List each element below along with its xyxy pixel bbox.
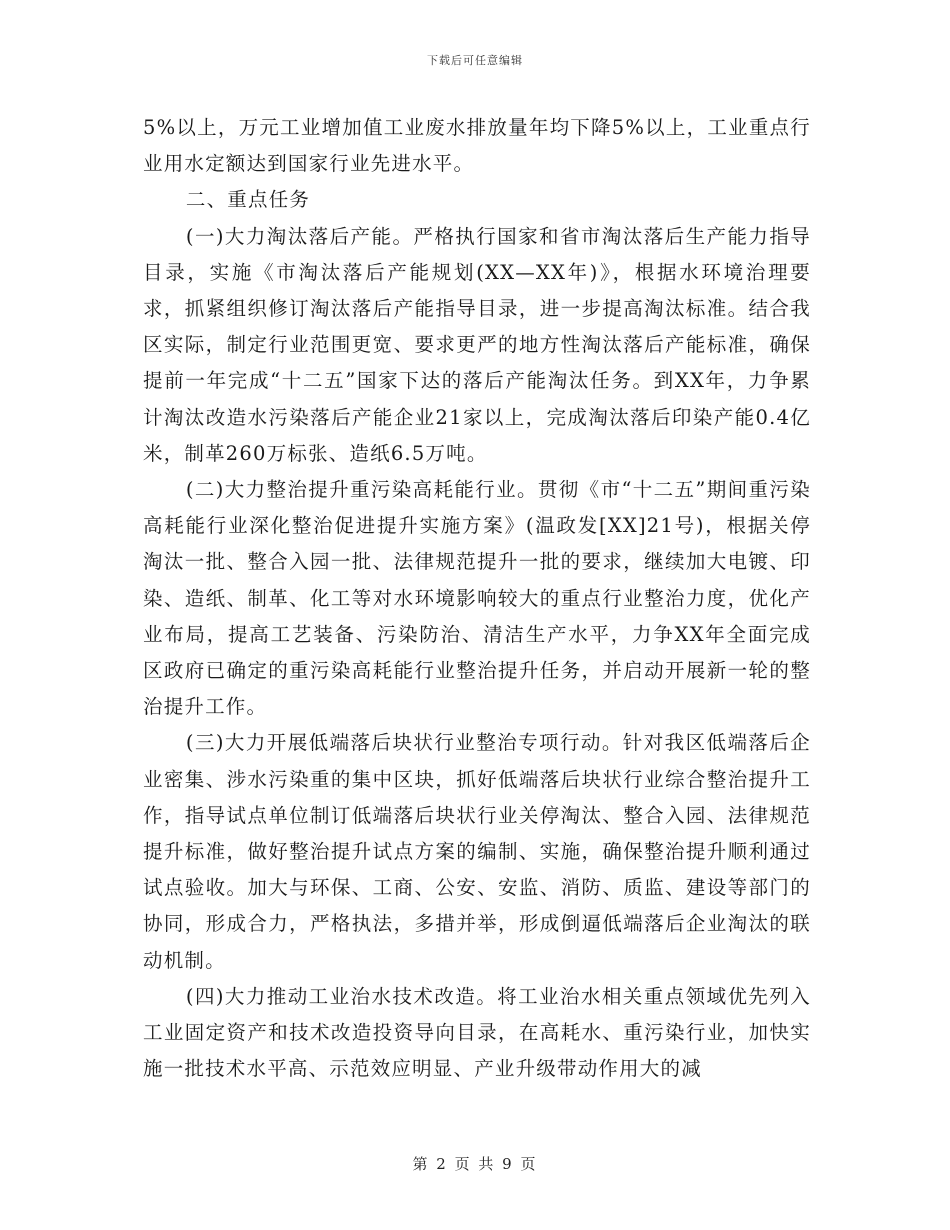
section-heading: 二、重点任务 <box>185 188 311 212</box>
paragraph-continuation: 5%以上，万元工业增加值工业废水排放量年均下降5%以上，工业重点行业用水定额达到国家行业先进水平。 <box>143 116 811 176</box>
paragraph-task-1: (一)大力淘汰落后产能。严格执行国家和省市淘汰落后生产能力指导目录，实施《市淘汰落后产能规划(XX—XX年)》，根据水环境治理要求，抓紧组织修订淘汰落后产能指导目录，进一步提高淘汰标准。结合我区实际，制定行业范围更宽、要求更严的地方性淘汰落后产能标准，确保提前一年完成“十二五”国家下达的落后产能淘汰任务。到XX年，力争累计淘汰改造水污染落后产能企业21家以上，完成淘汰落后印染产能0.4亿米，制革260万标张、造纸6.5万吨。 <box>143 224 811 465</box>
paragraph-task-3: (三)大力开展低端落后块状行业整治专项行动。针对我区低端落后企业密集、涉水污染重的集中区块，抓好低端落后块状行业综合整治提升工作，指导试点单位制订低端落后块状行业关停淘汰、整合入园、法律规范提升标准，做好整治提升试点方案的编制、实施，确保整治提升顺利通过试点验收。加大与环保、工商、公安、安监、消防、质监、建设等部门的协同，形成合力，严格执法，多措并举，形成倒逼低端落后企业淘汰的联动机制。 <box>143 731 811 972</box>
document-body <box>143 110 811 1087</box>
paragraph-task-2: (二)大力整治提升重污染高耗能行业。贯彻《市“十二五”期间重污染高耗能行业深化整治促进提升实施方案》(温政发[XX]21号)，根据关停淘汰一批、整合入园一批、法律规范提升一批的要求，继续加大电镀、印染、造纸、制革、化工等对水环境影响较大的重点行业整治力度，优化产业布局，提高工艺装备、污染防治、清洁生产水平，力争XX年全面完成区政府已确定的重污染高耗能行业整治提升任务，并启动开展新一轮的整治提升工作。 <box>143 478 811 719</box>
page-header: 下载后可任意编辑 <box>427 54 523 67</box>
paragraph-task-4: (四)大力推动工业治水技术改造。将工业治水相关重点领域优先列入工业固定资产和技术改造投资导向目录，在高耗水、重污染行业，加快实施一批技术水平高、示范效应明显、产业升级带动作用大的减 <box>143 984 811 1081</box>
page-number: 第 2 页 共 9 页 <box>412 1155 538 1173</box>
